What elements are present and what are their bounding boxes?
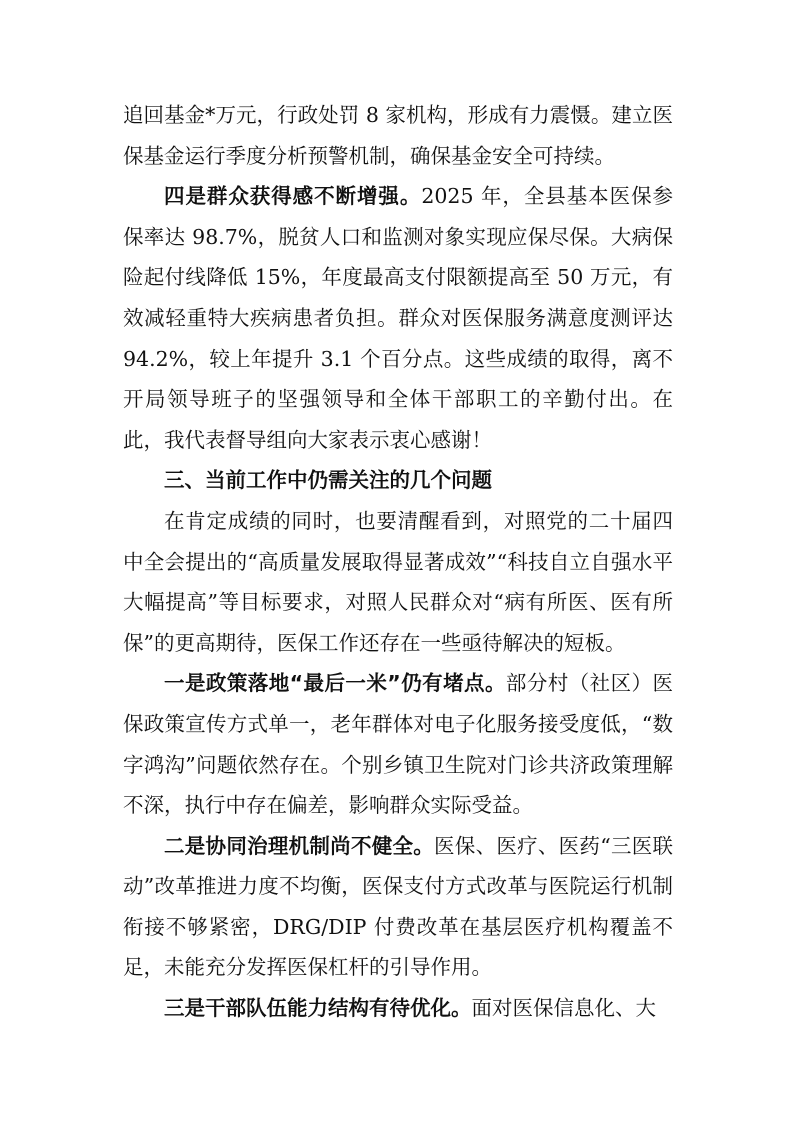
paragraph-text: 2025 年，全县基本医保参保率达 98.7%，脱贫人口和监测对象实现应保尽保。大病保险起付线降低 15%，年度最高支付限额提高至 50 万元，有效减轻重特大疾病患者负担。群众对医保服务满意度测评达 94.2%，较上年提升 3.1 个百分点。这些成绩的取得，离不开局领导班子的坚强领导和全体干部职工的辛勤付出。在此，我代表督导组向大家表示衷心感谢！: [123, 184, 674, 452]
paragraph-lead: 一是政策落地“最后一米”仍有堵点。: [164, 671, 506, 696]
section-heading: 三、当前工作中仍需关注的几个问题: [164, 468, 492, 493]
paragraph-lead: 二是协同治理机制尚不健全。: [164, 833, 435, 858]
paragraph-lead: 四是群众获得感不断增强。: [164, 184, 422, 209]
document-body: [123, 95, 673, 1029]
paragraph-intro-issues: [123, 501, 673, 663]
paragraph-fund-recovery: [123, 95, 673, 176]
paragraph-text: 部分村（社区）医保政策宣传方式单一，老年群体对电子化服务接受度低，“数字鸿沟”问题依然存在。个别乡镇卫生院对门诊共济政策理解不深，执行中存在偏差，影响群众实际受益。: [123, 671, 673, 818]
paragraph-issue-one: [123, 663, 673, 825]
paragraph-text: 在肯定成绩的同时，也要清醒看到，对照党的二十届四中全会提出的“高质量发展取得显著成效”“科技自立自强水平大幅提高”等目标要求，对照人民群众对“病有所医、医有所保”的更高期待，医保工作还存在一些亟待解决的短板。: [123, 508, 673, 655]
paragraph-text: 追回基金*万元，行政处罚 8 家机构，形成有力震慑。建立医保基金运行季度分析预警机制，确保基金安全可持续。: [123, 103, 673, 168]
paragraph-issue-three: [123, 988, 673, 1029]
paragraph-lead: 三是干部队伍能力结构有待优化。: [164, 996, 472, 1021]
paragraph-issue-two: [123, 826, 673, 988]
paragraph-public-satisfaction: [123, 176, 673, 460]
paragraph-text: 医保、医疗、医药“三医联动”改革推进力度不均衡，医保支付方式改革与医院运行机制衔接不够紧密，DRG/DIP 付费改革在基层医疗机构覆盖不足，未能充分发挥医保杠杆的引导作用。: [123, 833, 673, 980]
paragraph-text: 面对医保信息化、大: [471, 996, 656, 1021]
